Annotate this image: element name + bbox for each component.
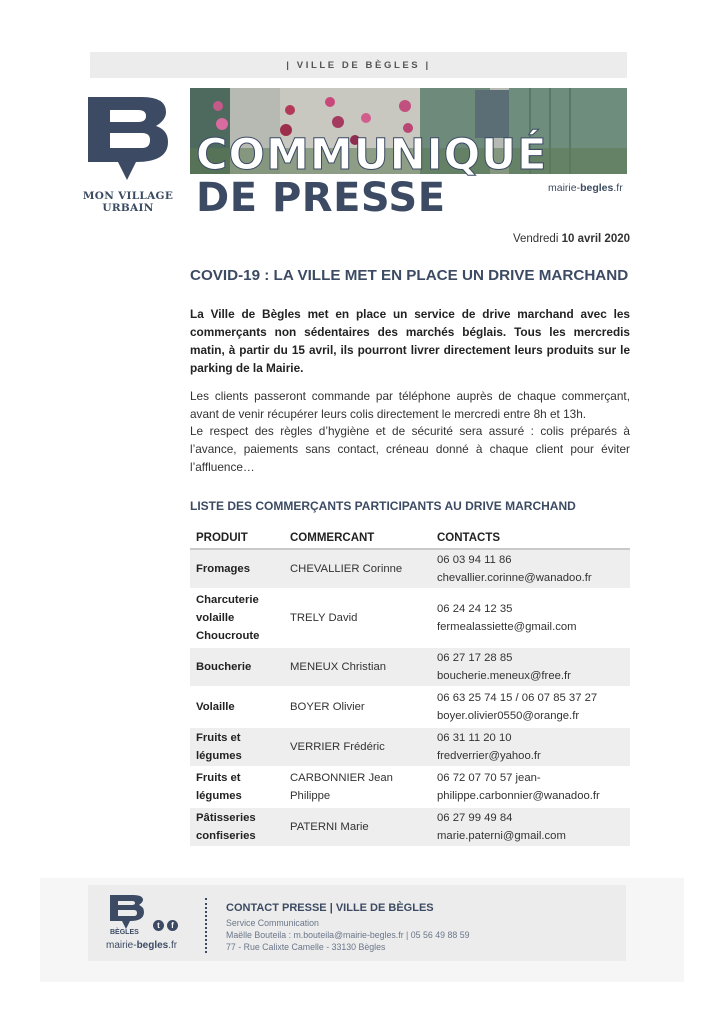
banner-website: mairie-begles.fr [548,182,623,194]
press-contact-service: Service Communication [226,918,319,928]
table-row [190,687,630,727]
product-cell: Charcuterie volaille Choucroute [190,589,284,647]
publication-date: Vendredi 10 avril 2020 [512,233,630,245]
table-row [190,767,630,807]
city-label: | VILLE DE BÈGLES | [286,59,431,71]
phone-number: 06 27 17 28 85 [437,652,513,664]
banner-title-de-presse: DE PRESSE [196,175,446,221]
email-address[interactable]: chevallier.corinne@wanadoo.fr [437,572,592,584]
press-contact-person: Maëlle Bouteila : m.bouteila@mairie-begles.fr | 05 56 49 88 59 [226,930,470,940]
contact-cell [431,687,630,727]
merchant-cell: VERRIER Frédéric [284,727,431,767]
table-row [190,807,630,847]
contact-cell [431,767,630,807]
table-row [190,727,630,767]
table-row [190,589,630,647]
logo-tagline: MON VILLAGE URBAIN [82,190,174,214]
merchant-cell: PATERNI Marie [284,807,431,847]
top-header-bar [90,52,627,78]
product-cell: Fromages [190,549,284,589]
phone-number: 06 27 99 49 84 [437,812,513,824]
press-contact-title: CONTACT PRESSE | VILLE DE BÈGLES [226,902,434,914]
merchant-cell: TRELY David [284,589,431,647]
phone-number: 06 31 11 20 10 [437,732,512,744]
phone-number: 06 03 94 11 86 [437,554,512,566]
table-header-row [190,527,630,549]
column-header-contacts: CONTACTS [431,527,630,549]
email-address[interactable]: philippe.carbonnier@wanadoo.fr [437,790,600,802]
footer-logo-text: BÈGLES [110,929,139,935]
merchant-cell: MENEUX Christian [284,647,431,687]
email-address[interactable]: marie.paterni@gmail.com [437,830,566,842]
footer-begles-logo [106,893,148,935]
contact-cell [431,589,630,647]
footer-website-link[interactable]: mairie-begles.fr [106,940,178,951]
table-row [190,647,630,687]
body-paragraph-hygiene: Le respect des règles d’hygiène et de sécurité sera assuré : colis préparés à l’avance, paiements sans contact, créneau donné à chaque client pour éviter l’affluence… [190,424,630,474]
email-address[interactable]: boyer.olivier0550@orange.fr [437,710,580,722]
merchant-list-title: LISTE DES COMMERÇANTS PARTICIPANTS AU DRIVE MARCHAND [190,499,576,513]
column-header-commercant: COMMERCANT [284,527,431,549]
phone-number: 06 72 07 70 57 jean- [437,772,541,784]
phone-number: 06 24 24 12 35 [437,603,513,615]
product-cell: Pâtisseries confiseries [190,807,284,847]
email-address[interactable]: fredverrier@yahoo.fr [437,750,541,762]
merchant-cell: CHEVALLIER Corinne [284,549,431,589]
contact-cell [431,647,630,687]
press-release-headline: COVID-19 : LA VILLE MET EN PLACE UN DRIVE MARCHAND [190,267,629,284]
table-row [190,549,630,589]
facebook-icon[interactable]: f [167,920,178,931]
phone-number: 06 63 25 74 15 / 06 07 85 37 27 [437,692,598,704]
contact-cell [431,807,630,847]
column-header-produit: PRODUIT [190,527,284,549]
body-paragraph-orders: Les clients passeront commande par téléphone auprès de chaque commerçant, avant de venir récupérer leurs colis directement le mercredi entre 8h et 13h. [190,389,630,421]
twitter-icon[interactable]: t [153,920,164,931]
merchant-cell: CARBONNIER Jean Philippe [284,767,431,807]
banner-title-communique: COMMUNIQUÉ [196,130,548,180]
product-cell: Volaille [190,687,284,727]
social-links [153,920,178,931]
email-address[interactable]: boucherie.meneux@free.fr [437,670,571,682]
lead-paragraph: La Ville de Bègles met en place un service de drive marchand avec les commerçants non sédentaires des marchés béglais. Tous les mercredis matin, à partir du 15 avril, ils pourront livrer directement leurs produits sur le parking de la Mairie. [190,307,630,375]
product-cell: Fruits et légumes [190,767,284,807]
product-cell: Boucherie [190,647,284,687]
contact-cell [431,549,630,589]
product-cell: Fruits et légumes [190,727,284,767]
press-contact-address: 77 - Rue Calixte Camelle - 33130 Bègles [226,942,386,952]
footer-divider [205,898,207,953]
contact-cell [431,727,630,767]
email-address[interactable]: fermealassiette@gmail.com [437,621,577,633]
merchant-table [190,527,630,848]
merchant-cell: BOYER Olivier [284,687,431,727]
